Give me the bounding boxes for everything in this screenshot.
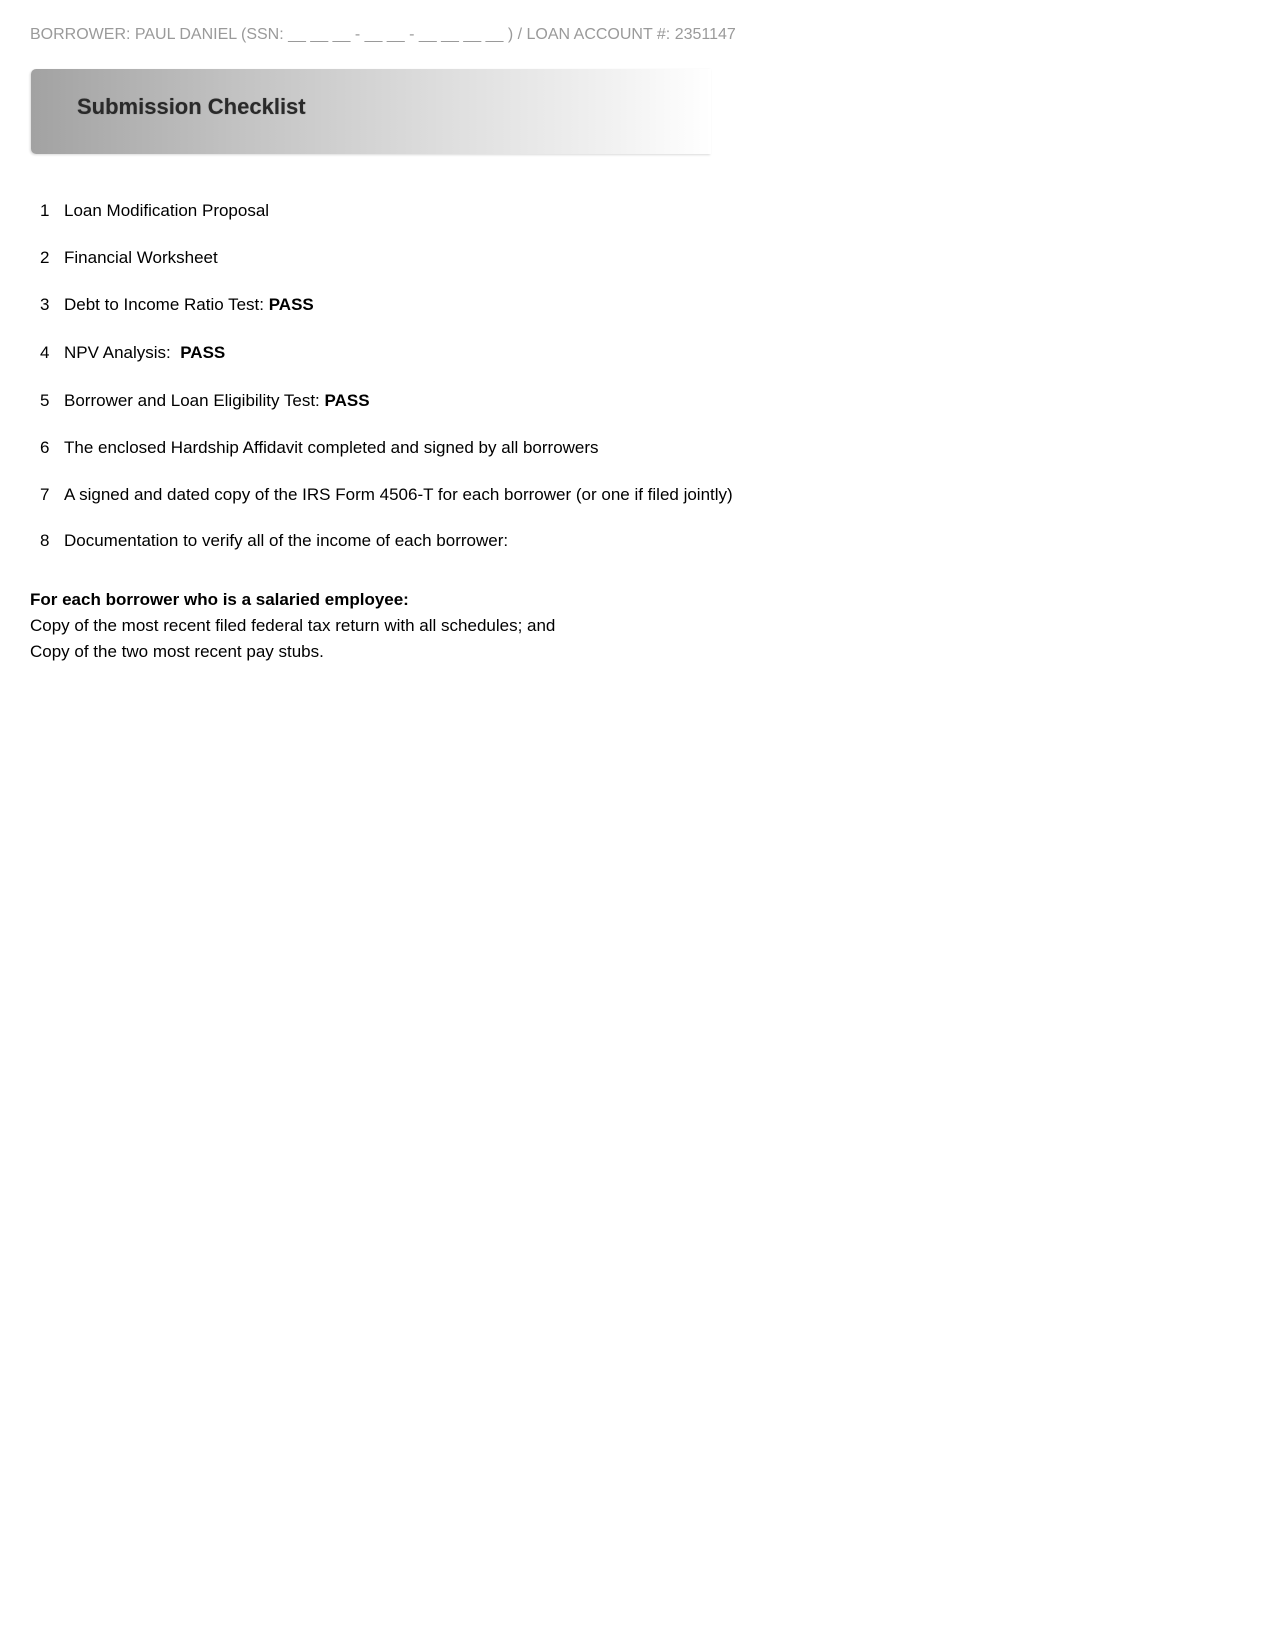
item-number: 7 <box>40 485 50 504</box>
item-number: 2 <box>40 248 50 267</box>
item-text <box>64 485 733 505</box>
item-label: Documentation to verify all of the income of each borrower: <box>64 531 509 550</box>
item-text <box>64 391 370 411</box>
salaried-line-pay-stubs: Copy of the two most recent pay stubs. <box>30 642 324 661</box>
item-label: NPV Analysis: <box>64 343 181 362</box>
item-number: 5 <box>40 391 50 410</box>
document-header: BORROWER: PAUL DANIEL (SSN: __ __ __ - __ __ - __ __ __ __ ) / LOAN ACCOUNT #: 2351147 <box>30 26 736 43</box>
item-label: Financial Worksheet <box>64 248 218 267</box>
page-title: Submission Checklist <box>77 94 306 119</box>
status-pass: PASS <box>268 295 314 314</box>
item-label: The enclosed Hardship Affidavit completed and signed by all borrowers <box>64 438 599 457</box>
item-label: A signed and dated copy of the IRS Form 4506-T for each borrower (or one if filed jointly) <box>64 485 733 504</box>
item-text <box>64 438 599 458</box>
item-number: 6 <box>40 438 50 457</box>
item-text <box>64 343 225 363</box>
item-label: Borrower and Loan Eligibility Test: <box>64 391 325 410</box>
item-text <box>64 248 218 268</box>
title-banner <box>31 69 711 154</box>
status-pass: PASS <box>180 343 226 362</box>
item-number: 3 <box>40 295 50 314</box>
item-label: Loan Modification Proposal <box>64 201 270 220</box>
salaried-line-tax-return: Copy of the most recent filed federal tax return with all schedules; and <box>30 616 556 635</box>
item-number: 8 <box>40 531 50 550</box>
item-number: 1 <box>40 201 50 220</box>
item-text <box>64 295 314 315</box>
item-label: Debt to Income Ratio Test: <box>64 295 269 314</box>
item-text <box>64 201 269 221</box>
status-pass: PASS <box>324 391 370 410</box>
item-number: 4 <box>40 343 50 362</box>
item-text <box>64 531 508 551</box>
salaried-section <box>30 587 555 665</box>
salaried-heading: For each borrower who is a salaried employee: <box>30 590 409 609</box>
